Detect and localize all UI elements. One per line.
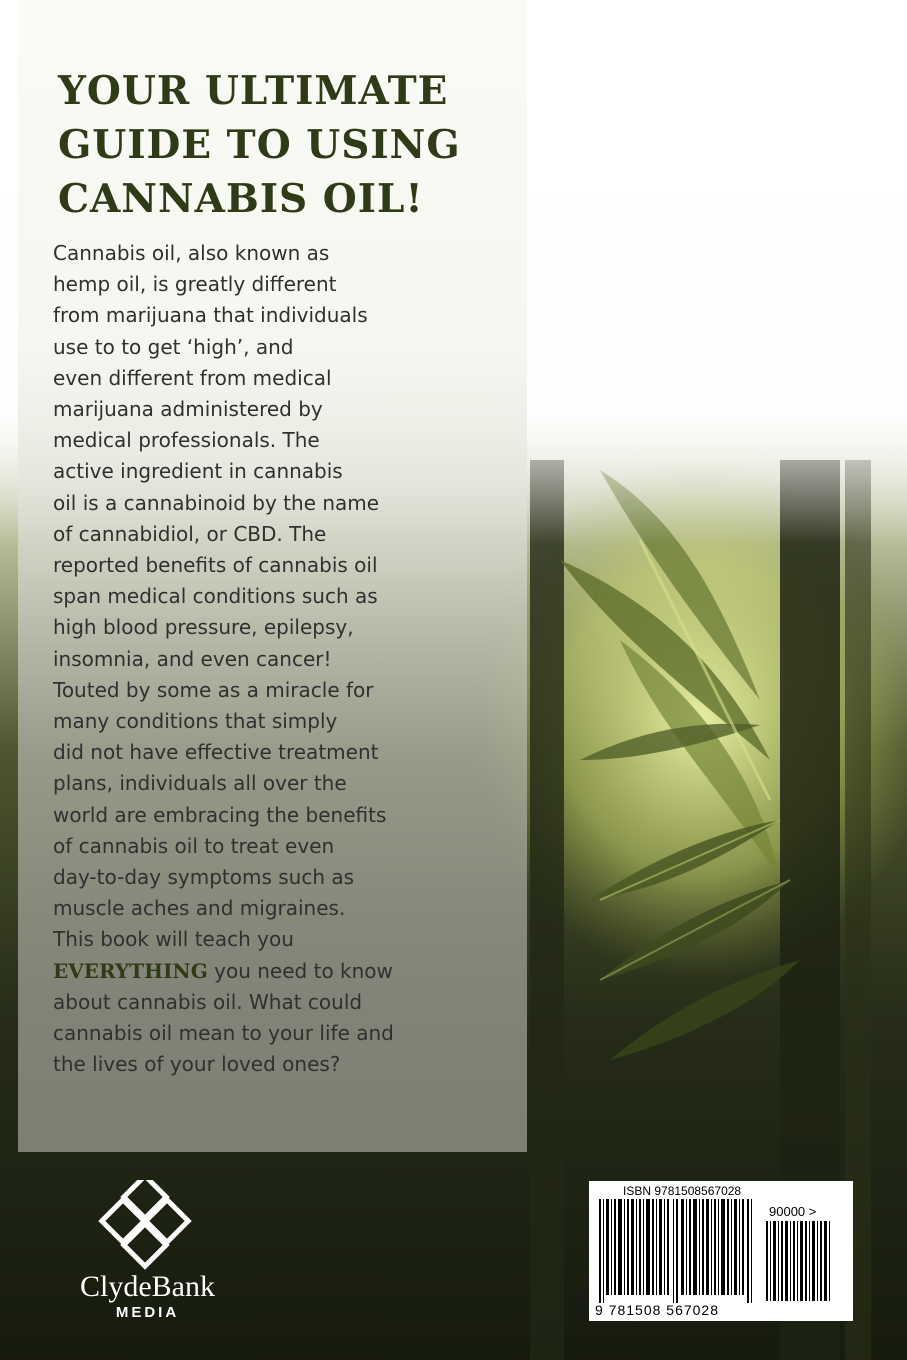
- publisher-logo: [80, 1180, 215, 1321]
- isbn-barcode: [589, 1181, 853, 1321]
- barcode-digits: 9 781508 567028: [595, 1302, 719, 1318]
- description-part-1: Cannabis oil, also known as hemp oil, is greatly different from marijuana that individuals use to to get ‘high’, and even different from medical marijuana administered by medical professionals. The active ingredient in cannabis oil is a cannabinoid by the name of cannabidiol, or CBD. The reported benefits of cannabis oil span medical conditions such as high blood pressure, epilepsy, insomnia, and even cancer! Touted by some as a miracle for many conditions that simply did not have effective treatment plans, individuals all over the world are embracing the benefits of cannabis oil to treat even day-to-day symptoms such as muscle aches and migraines. This book will teach you: [53, 241, 387, 952]
- price-code: 90000 >: [769, 1204, 817, 1219]
- isbn-label: ISBN 9781508567028: [623, 1184, 742, 1198]
- price-barcode-bars: [765, 1221, 835, 1301]
- headline: YOUR ULTIMATE GUIDE TO USING CANNABIS OIL!: [58, 68, 461, 222]
- description-text: [53, 238, 493, 1080]
- main-barcode-bars: [597, 1199, 757, 1303]
- diamond-knot-icon: [86, 1180, 206, 1270]
- description-part-2: you need to know about cannabis oil. What could cannabis oil mean to your life and the lives of your loved ones?: [53, 958, 394, 1077]
- publisher-name: ClydeBank: [80, 1270, 215, 1303]
- publisher-sub: MEDIA: [115, 1304, 180, 1321]
- description-emphasis: EVERYTHING: [53, 958, 208, 983]
